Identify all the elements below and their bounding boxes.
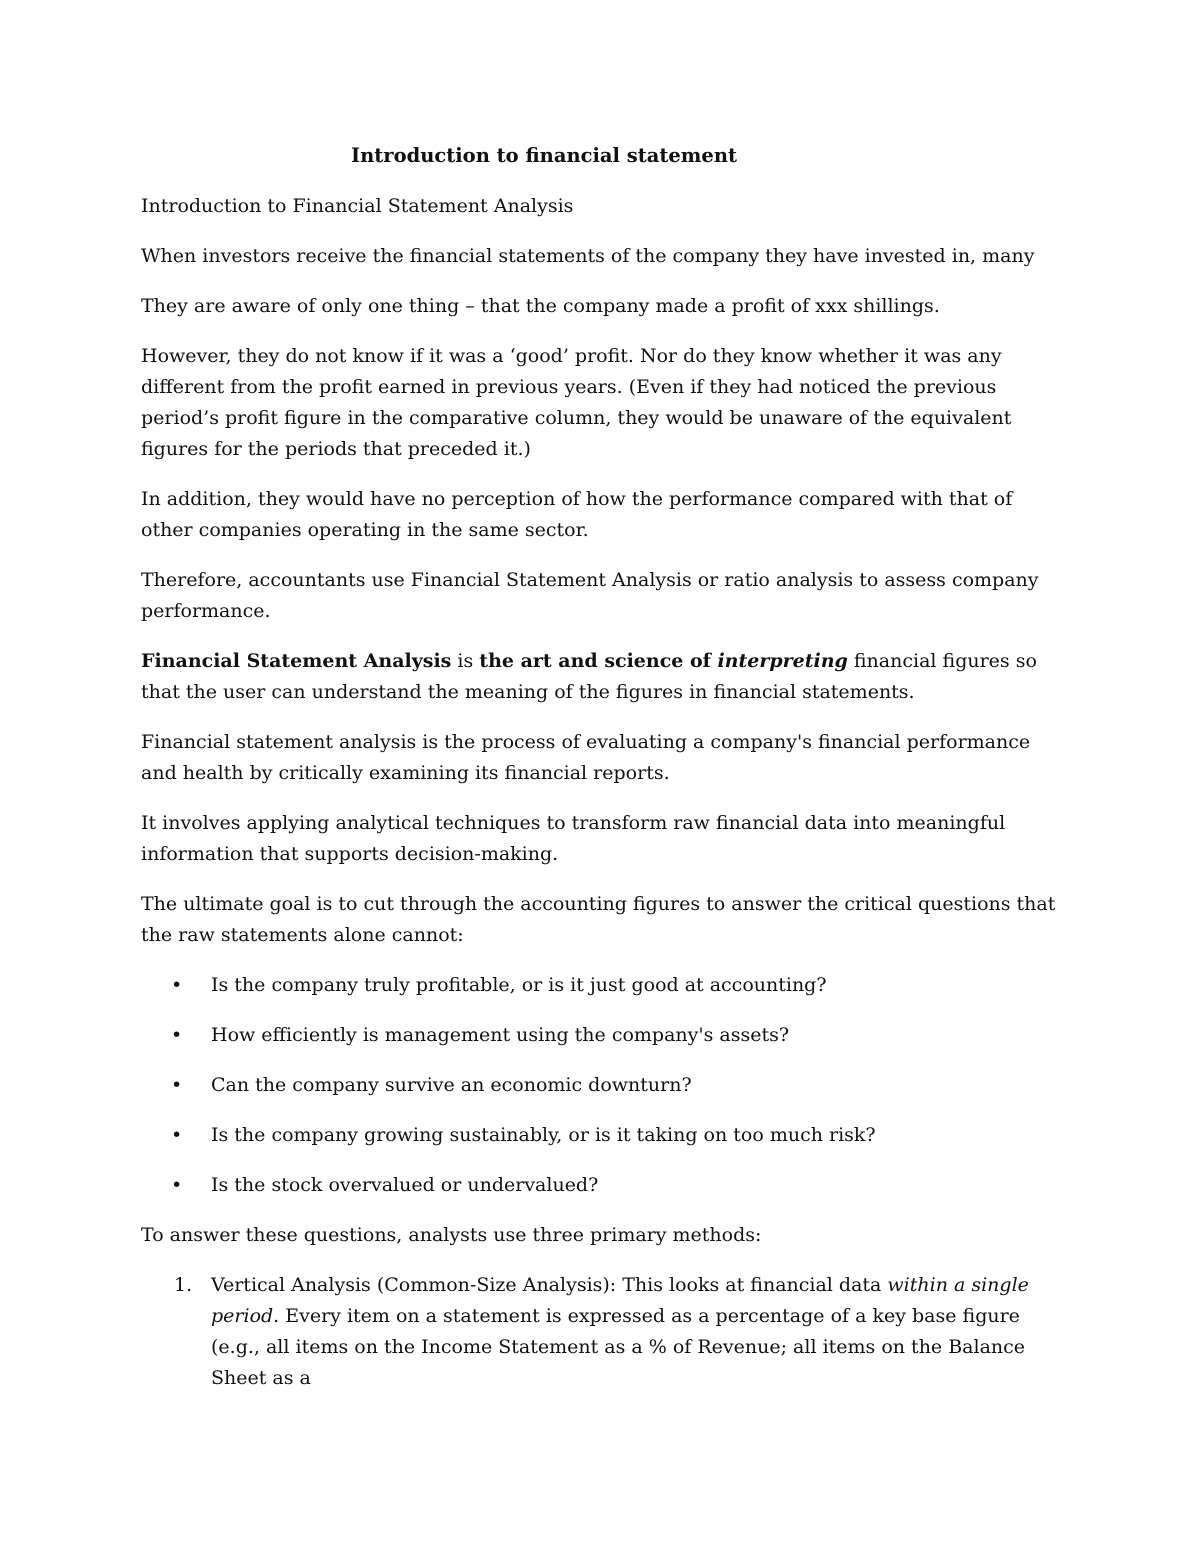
number-marker: 1.: [174, 1274, 193, 1296]
paragraph-definition: [141, 646, 1066, 708]
list-item: [141, 1070, 1066, 1101]
list-item-text: Is the stock overvalued or undervalued?: [211, 1174, 599, 1196]
paragraph-investors: When investors receive the financial statements of the company they have invested in, many: [141, 245, 1035, 267]
definition-emph-word: interpreting: [717, 650, 848, 672]
paragraph-sector: In addition, they would have no perception of how the performance compared with that of other companies operating in the same sector.: [141, 488, 1013, 541]
definition-term: Financial Statement Analysis: [141, 650, 452, 672]
document-title: Introduction to financial statement: [351, 144, 738, 167]
method-rest: . Every item on a statement is expressed as a percentage of a key base figure (e.g., all items on the Income Statement as a % of Revenue; all items on the Balance Sheet as a: [211, 1305, 1026, 1389]
paragraph-process: Financial statement analysis is the process of evaluating a company's financial performance and health by critically examining its financial reports.: [141, 731, 1031, 784]
document-body: [141, 140, 1066, 1413]
list-item-text: How efficiently is management using the company's assets?: [211, 1024, 790, 1046]
methods-list: [141, 1270, 1066, 1394]
list-item: [141, 1020, 1066, 1051]
method-item-vertical-analysis: [141, 1270, 1066, 1394]
method-lead: Vertical Analysis (Common-Size Analysis): This looks at financial data: [211, 1274, 888, 1296]
list-item: [141, 1170, 1066, 1201]
list-item-text: Can the company survive an economic downturn?: [211, 1074, 692, 1096]
paragraph-goal: The ultimate goal is to cut through the accounting figures to answer the critical questions that the raw statements alone cannot:: [141, 893, 1056, 946]
questions-list: [141, 970, 1066, 1201]
method-emph: within a single period: [211, 1274, 1029, 1327]
list-item: [141, 970, 1066, 1001]
bullet-marker: •: [171, 1074, 183, 1096]
bullet-marker: •: [171, 1174, 183, 1196]
paragraph-good-profit: However, they do not know if it was a ‘good’ profit. Nor do they know whether it was any different from the profit earned in previous years. (Even if they had noticed the previous period’s profit figure in the comparative column, they would be unaware of the equivalent figures for the periods that preceded it.): [141, 345, 1012, 460]
definition-rest: financial figures so that the user can understand the meaning of the figures in financial statements.: [141, 650, 1037, 703]
list-item-text: Is the company truly profitable, or is it just good at accounting?: [211, 974, 827, 996]
bullet-marker: •: [171, 1024, 183, 1046]
paragraph-methods-intro: To answer these questions, analysts use three primary methods:: [141, 1224, 762, 1246]
paragraph-ratio-analysis: Therefore, accountants use Financial Statement Analysis or ratio analysis to assess company performance.: [141, 569, 1039, 622]
paragraph-techniques: It involves applying analytical techniques to transform raw financial data into meaningful information that supports decision-making.: [141, 812, 1006, 865]
paragraph-aware: They are aware of only one thing – that the company made a profit of xxx shillings.: [141, 295, 940, 317]
list-item-text: Is the company growing sustainably, or is it taking on too much risk?: [211, 1124, 876, 1146]
definition-emph-lead: the art and science of: [479, 650, 718, 672]
bullet-marker: •: [171, 1124, 183, 1146]
bullet-marker: •: [171, 974, 183, 996]
definition-connector: is: [451, 650, 480, 672]
list-item: [141, 1120, 1066, 1151]
paragraph-subtitle: Introduction to Financial Statement Analysis: [141, 195, 574, 217]
